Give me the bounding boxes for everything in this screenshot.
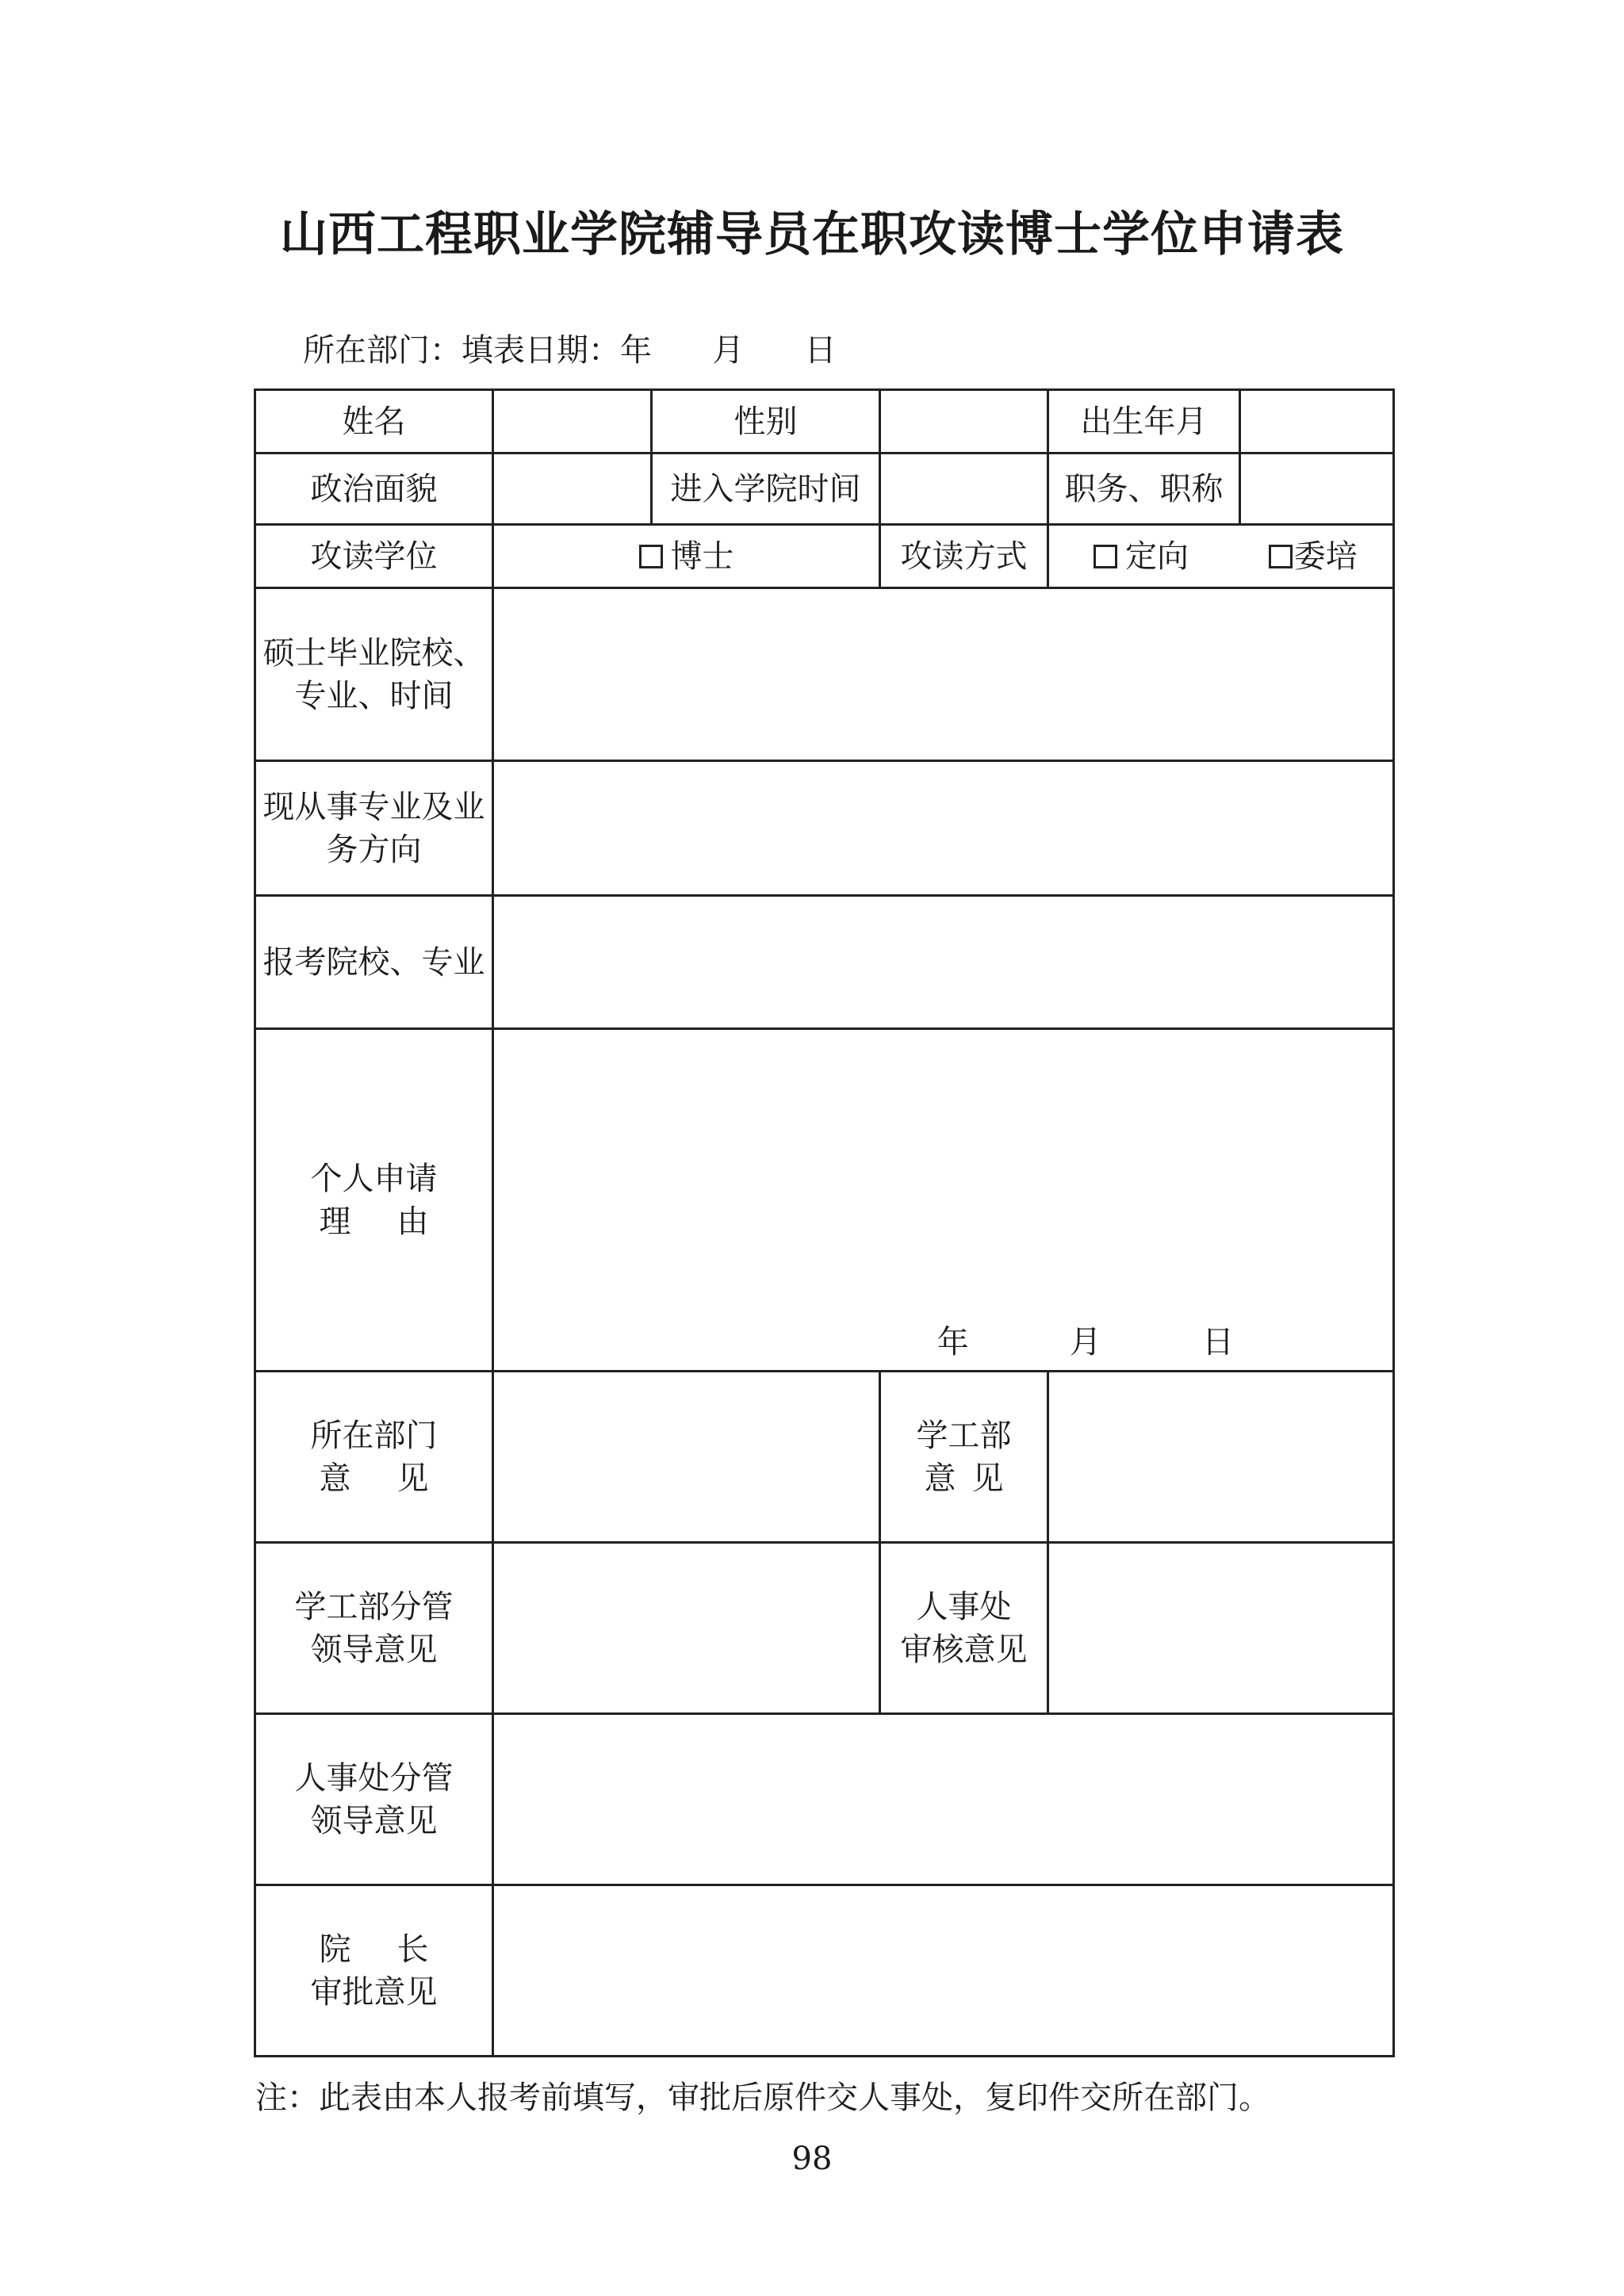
hr-review-line2: 审核意见 — [900, 1631, 1028, 1668]
application-form-table — [254, 388, 1395, 2057]
table-row — [255, 1543, 1394, 1714]
table-row — [255, 588, 1394, 761]
reason-field[interactable] — [493, 1029, 1394, 1372]
student-dept-char-2: 见 — [971, 1460, 1004, 1497]
birth-field[interactable] — [1240, 390, 1394, 453]
hr-leader-line2: 领导意见 — [310, 1802, 438, 1839]
table-row — [255, 525, 1394, 588]
mode-option-1-label: 定向 — [1125, 538, 1189, 575]
table-row — [255, 1714, 1394, 1885]
checkbox-icon — [1094, 545, 1117, 568]
master-label-line1: 硕士毕业院校、 — [262, 634, 485, 672]
hr-review-label — [880, 1543, 1048, 1714]
current-work-line2: 务方向 — [326, 831, 422, 868]
name-field[interactable] — [493, 390, 652, 453]
hr-leader-field[interactable] — [493, 1714, 1394, 1885]
table-row — [255, 390, 1394, 453]
reason-char-1: 理 — [319, 1203, 370, 1240]
master-field[interactable] — [493, 588, 1394, 761]
mode-option-2-label: 委培 — [1293, 538, 1358, 575]
table-row — [255, 453, 1394, 525]
current-work-line1: 现从事专业及业 — [262, 788, 485, 825]
dept-char-1: 意 — [319, 1460, 370, 1497]
reason-label-line1: 个人申请 — [310, 1160, 438, 1197]
table-row — [255, 896, 1394, 1029]
dept-opinion-field[interactable] — [493, 1372, 880, 1543]
student-leader-line2: 领导意见 — [310, 1631, 438, 1668]
name-label: 姓名 — [255, 390, 493, 453]
join-time-label: 进入学院时间 — [652, 453, 880, 525]
form-title: 山西工程职业学院辅导员在职攻读博士学位申请表 — [280, 207, 1344, 262]
study-mode-label: 攻读方式 — [880, 525, 1048, 588]
student-leader-label — [255, 1543, 493, 1714]
president-field[interactable] — [493, 1885, 1394, 2057]
political-label: 政治面貌 — [255, 453, 493, 525]
student-dept-field[interactable] — [1048, 1372, 1394, 1543]
master-label-line2: 专业、时间 — [294, 677, 454, 714]
dept-opinion-line1: 所在部门 — [310, 1417, 438, 1454]
reason-char-2: 由 — [396, 1203, 429, 1240]
gender-field[interactable] — [880, 390, 1048, 453]
join-time-field[interactable] — [880, 453, 1048, 525]
president-line2: 审批意见 — [310, 1973, 438, 2011]
checkbox-icon — [639, 545, 663, 568]
mode-option-commissioned[interactable] — [1269, 535, 1358, 578]
reason-label — [255, 1029, 493, 1372]
political-field[interactable] — [493, 453, 652, 525]
footnote: 注：此表由本人报考前填写，审批后原件交人事处，复印件交所在部门。 — [255, 2080, 1270, 2116]
page-number: 98 — [791, 2141, 833, 2177]
degree-option-label: 博士 — [670, 538, 734, 575]
student-dept-line1: 学工部 — [916, 1417, 1012, 1454]
table-row — [255, 1885, 1394, 2057]
position-label: 职务、职称 — [1048, 453, 1240, 525]
study-mode-options — [1048, 525, 1394, 588]
table-row — [255, 1372, 1394, 1543]
student-dept-char-1: 意 — [924, 1460, 959, 1497]
birth-label: 出生年月 — [1048, 390, 1240, 453]
table-row — [255, 761, 1394, 896]
apply-school-label: 报考院校、专业 — [255, 896, 493, 1029]
hr-leader-line1: 人事处分管 — [294, 1759, 454, 1797]
apply-school-field[interactable] — [493, 896, 1394, 1029]
reason-date: 年 月 日 — [936, 1324, 1234, 1360]
gender-label: 性别 — [652, 390, 880, 453]
student-leader-line1: 学工部分管 — [294, 1588, 454, 1625]
hr-leader-label — [255, 1714, 493, 1885]
student-leader-field[interactable] — [493, 1543, 880, 1714]
president-label — [255, 1885, 493, 2057]
current-work-field[interactable] — [493, 761, 1394, 896]
hr-review-line1: 人事处 — [916, 1588, 1012, 1625]
mode-option-directed[interactable] — [1094, 535, 1189, 578]
dept-char-2: 见 — [396, 1460, 429, 1497]
dept-opinion-label — [255, 1372, 493, 1543]
table-row — [255, 1029, 1394, 1372]
degree-label: 攻读学位 — [255, 525, 493, 588]
degree-options — [493, 525, 880, 588]
president-char-2: 长 — [396, 1931, 429, 1968]
hr-review-field[interactable] — [1048, 1543, 1394, 1714]
checkbox-icon — [1269, 545, 1293, 568]
form-meta-line: 所在部门：填表日期：年 月 日 — [303, 332, 837, 369]
president-char-1: 院 — [319, 1931, 370, 1968]
degree-option-phd[interactable] — [639, 535, 734, 578]
position-field[interactable] — [1240, 453, 1394, 525]
master-label — [255, 588, 493, 761]
student-dept-label — [880, 1372, 1048, 1543]
current-work-label — [255, 761, 493, 896]
